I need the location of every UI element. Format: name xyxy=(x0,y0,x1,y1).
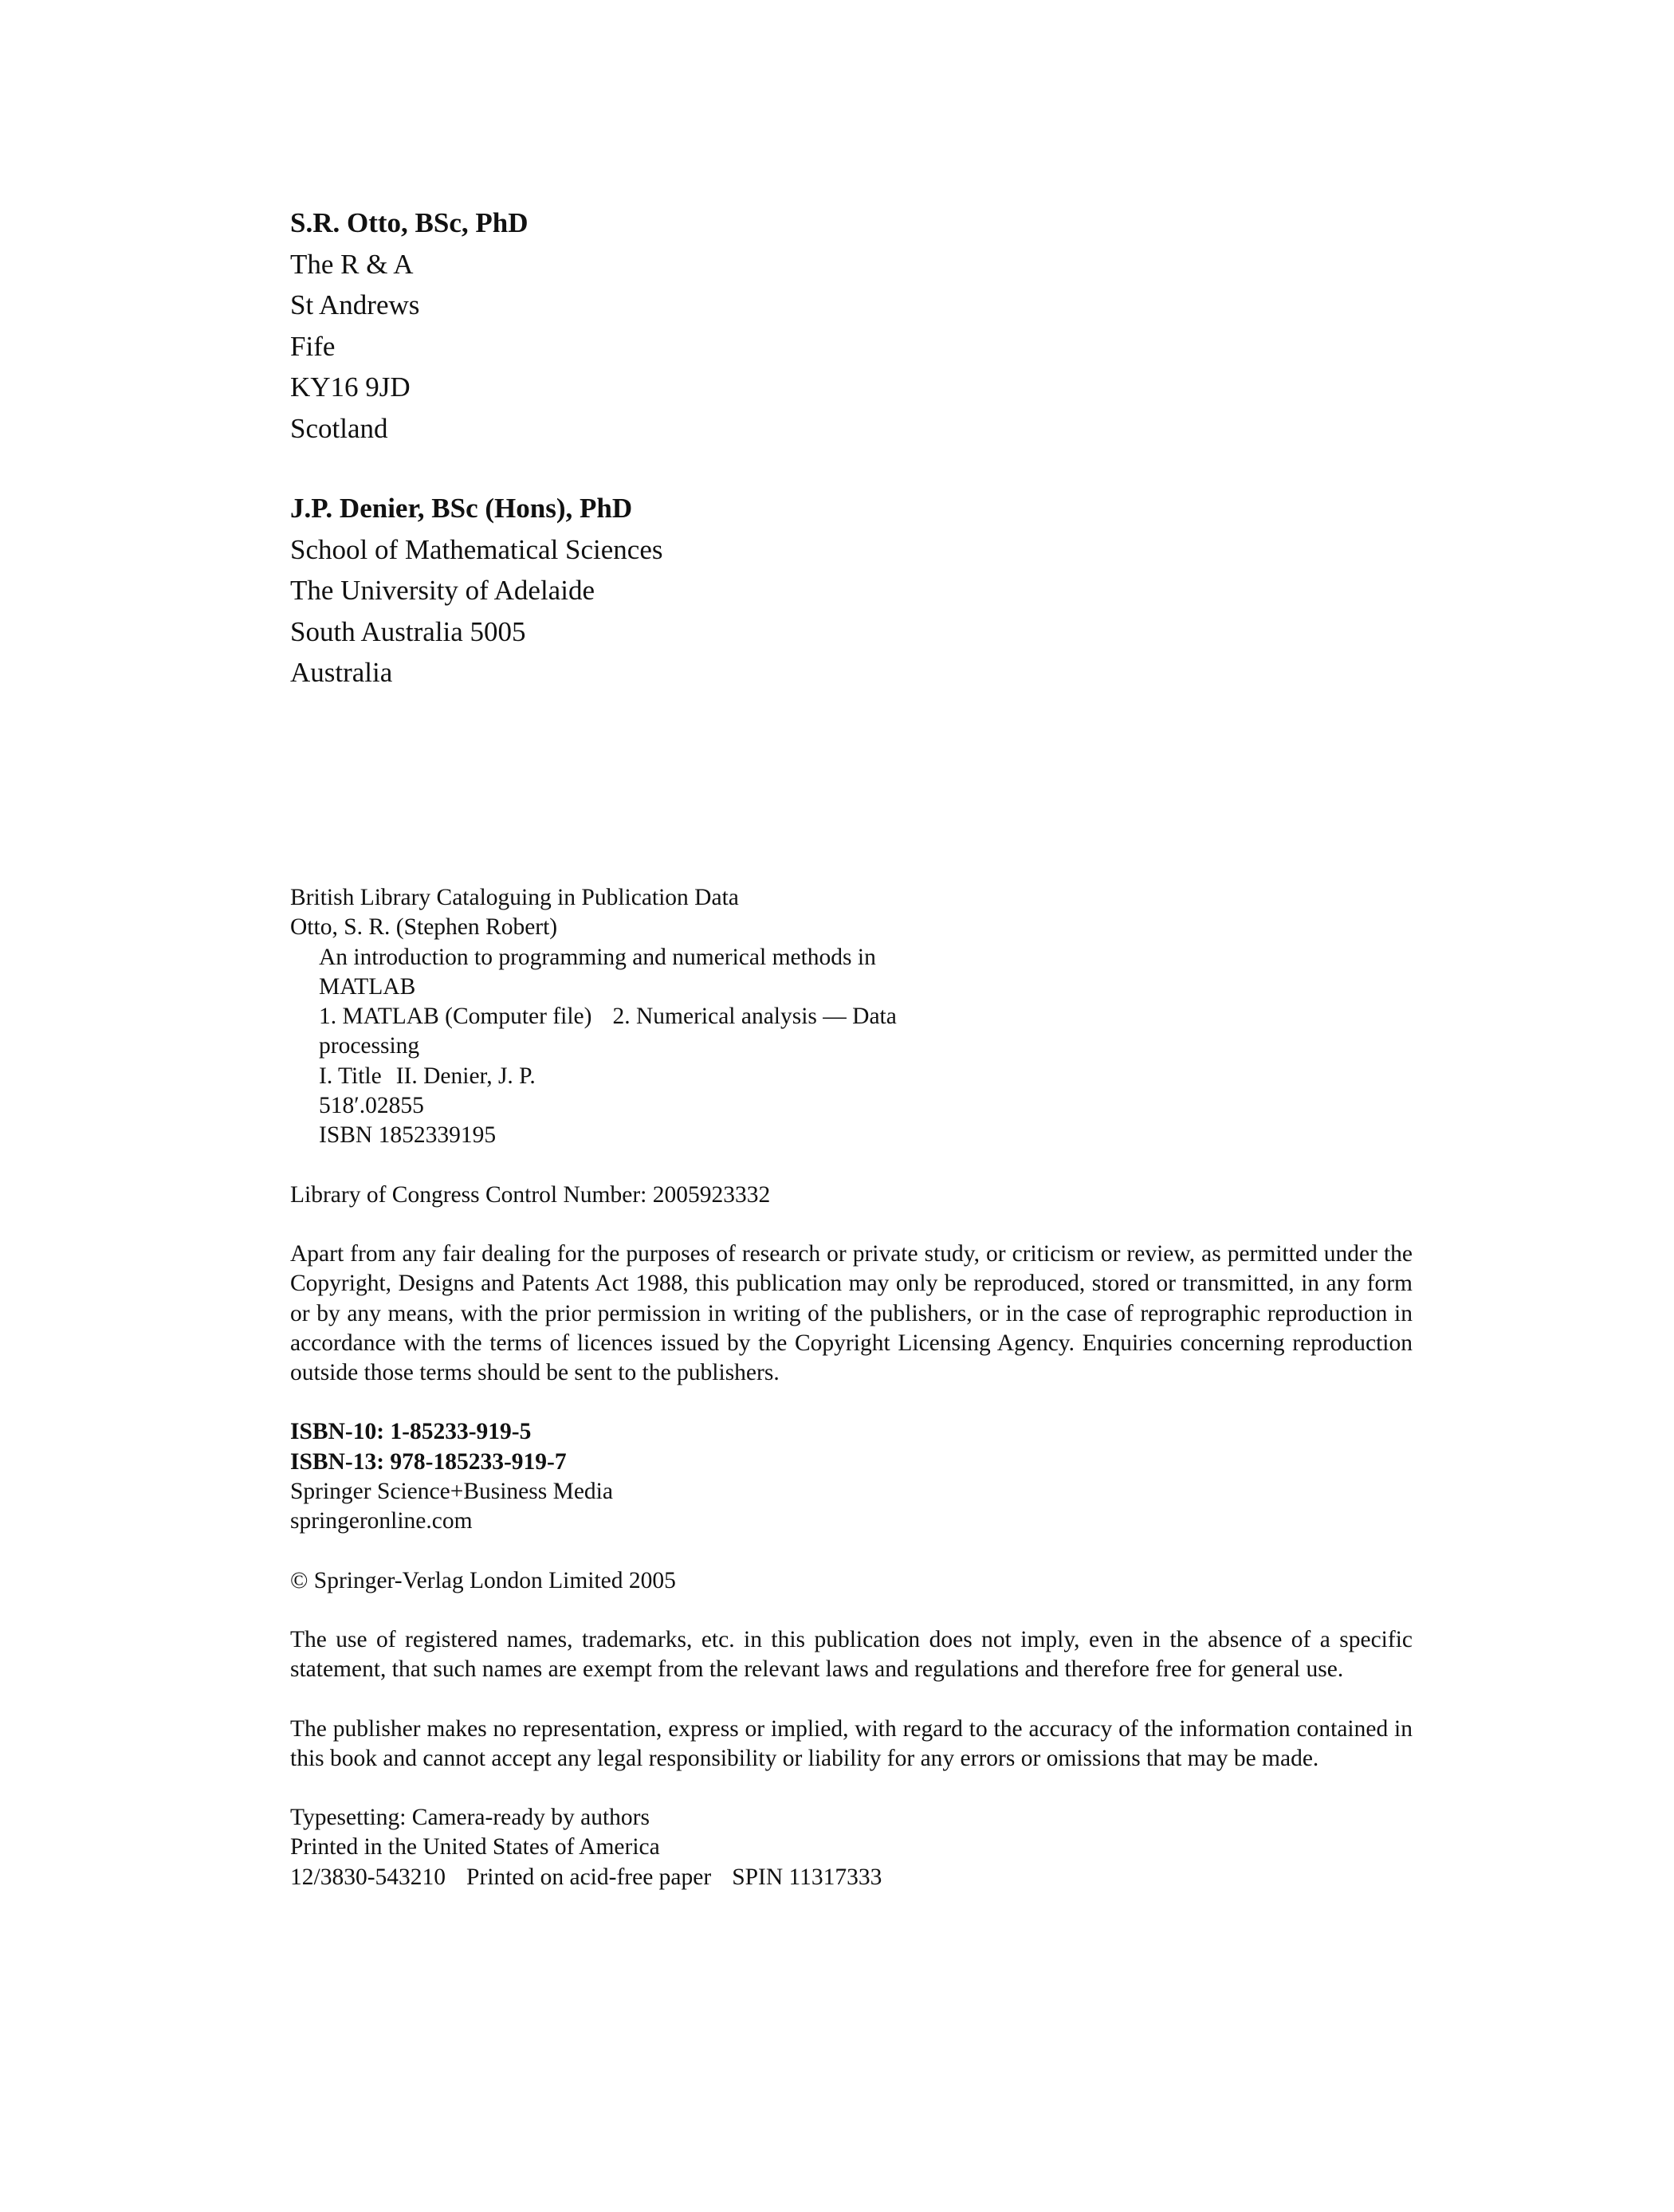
trademark-notice: The use of registered names, trademarks, etc. in this publication does not imply, even in the absence of a specific statement, that such names are exempt from the relevant laws and regulations and therefore free for general use. xyxy=(290,1626,1413,1683)
liability-notice: The publisher makes no representation, express or implied, with regard to the accuracy of the information contained in this book and cannot accept any legal responsibility or liability for any errors or omissions that may be made. xyxy=(290,1715,1413,1771)
cip-subject-2: 2. Numerical analysis — Data xyxy=(612,1004,897,1030)
lccn: Library of Congress Control Number: 2005923332 xyxy=(290,1181,771,1208)
isbn-10: ISBN-10: 1-85233-919-5 xyxy=(290,1419,532,1445)
typesetting-note: Typesetting: Camera-ready by authors xyxy=(290,1805,650,1831)
isbn-13: ISBN-13: 978-185233-919-7 xyxy=(290,1448,567,1475)
imprint-block xyxy=(290,883,1413,1892)
address-line: The R & A xyxy=(290,248,414,280)
author-name: J.P. Denier, BSc (Hons), PhD xyxy=(290,493,633,524)
address-line: St Andrews xyxy=(290,289,420,320)
publisher-name: Springer Science+Business Media xyxy=(290,1479,613,1505)
cip-heading: British Library Cataloguing in Publication Data xyxy=(290,885,739,910)
cip-subjects xyxy=(290,1002,1413,1031)
author-block-denier xyxy=(290,488,1406,693)
address-line: South Australia 5005 xyxy=(290,615,526,647)
cip-subject-1: 1. MATLAB (Computer file) xyxy=(319,1004,592,1030)
cip-isbn: ISBN 1852339195 xyxy=(319,1122,497,1149)
address-line: Fife xyxy=(290,330,336,362)
cip-author: Otto, S. R. (Stephen Robert) xyxy=(290,914,558,941)
address-line: The University of Adelaide xyxy=(290,575,595,606)
author-block-otto xyxy=(290,202,1406,449)
publisher-website: springeronline.com xyxy=(290,1508,473,1534)
paper-note: Printed on acid-free paper xyxy=(466,1864,712,1890)
cip-entry-denier: II. Denier, J. P. xyxy=(395,1063,536,1089)
copyright-line: © Springer-Verlag London Limited 2005 xyxy=(290,1567,676,1593)
cip-title: An introduction to programming and numerical methods in xyxy=(319,944,876,970)
cip-entry-title: I. Title xyxy=(319,1063,382,1089)
print-code: 12/3830-543210 xyxy=(290,1864,446,1890)
author-name: S.R. Otto, BSc, PhD xyxy=(290,207,529,238)
cip-title-cont: MATLAB xyxy=(319,973,416,1000)
cip-data xyxy=(290,883,1413,1151)
cip-classification: 518′.02855 xyxy=(319,1093,424,1119)
cip-entries xyxy=(290,1062,1413,1091)
address-line: School of Mathematical Sciences xyxy=(290,533,663,565)
print-details xyxy=(290,1863,1413,1892)
address-line: Scotland xyxy=(290,412,388,444)
address-line: Australia xyxy=(290,657,393,688)
cip-subject-cont: processing xyxy=(319,1033,420,1059)
copyright-notice: Apart from any fair dealing for the purposes of research or private study, or criticism or review, as permitted under the Copyright, Designs and Patents Act 1988, this publication may only be reproduced, stored or transmitted, in any form or by any means, with the prior permission in writing of the publishers, or in the case of reprographic reproduction in accordance with the terms of licences issued by the Copyright Licensing Agency. Enquiries concerning reproduction outside those terms should be sent to the publishers. xyxy=(290,1240,1413,1386)
address-line: KY16 9JD xyxy=(290,371,411,403)
spin-number: SPIN 11317333 xyxy=(732,1864,882,1890)
printed-in: Printed in the United States of America xyxy=(290,1834,660,1860)
